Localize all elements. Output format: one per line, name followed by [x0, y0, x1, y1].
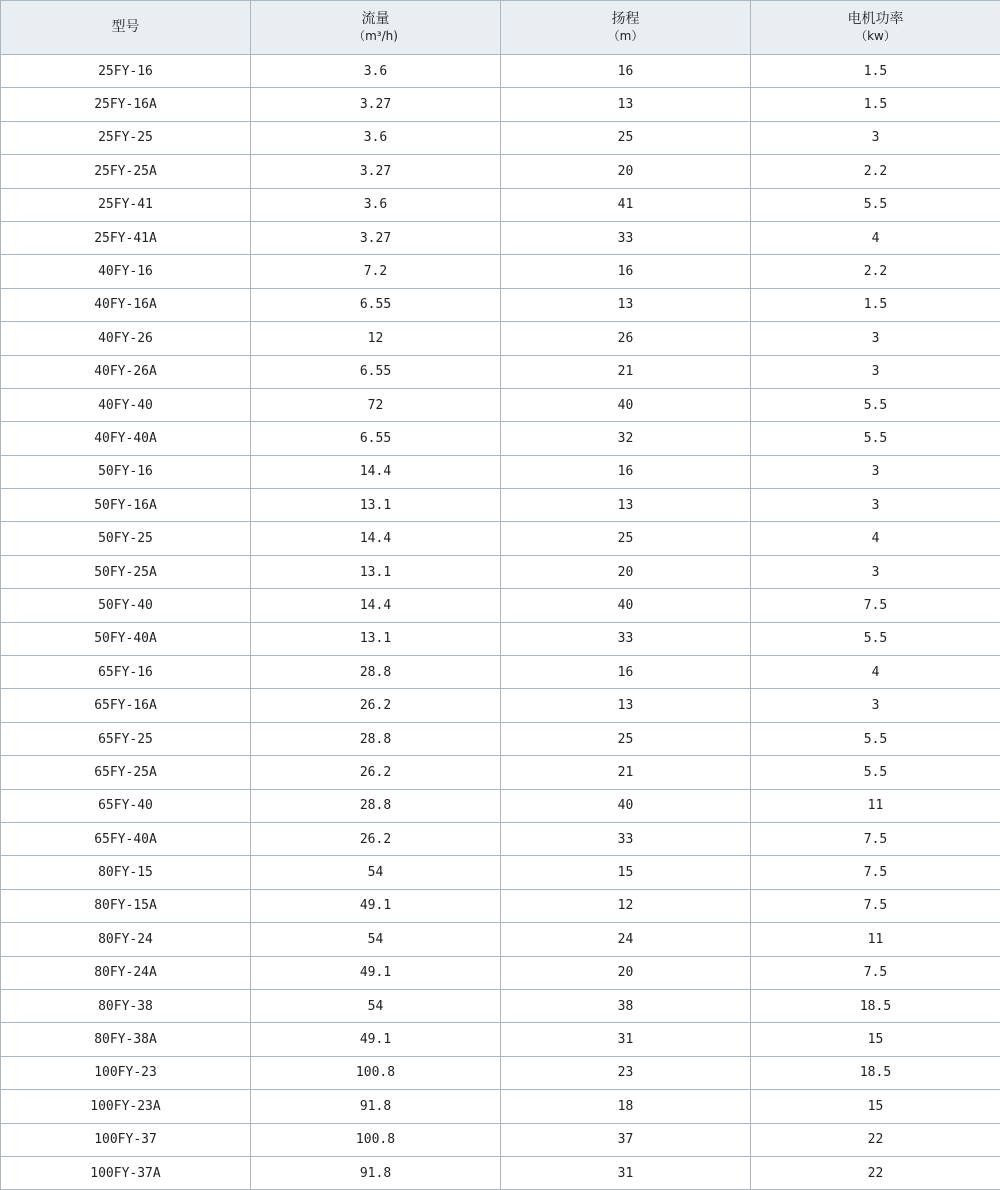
cell-model: 40FY-40A — [1, 422, 251, 455]
table-row — [1, 722, 1000, 755]
cell-head: 38 — [501, 989, 751, 1022]
cell-motor-power: 3 — [751, 355, 1000, 388]
cell-model: 80FY-24 — [1, 923, 251, 956]
cell-model: 80FY-38A — [1, 1023, 251, 1056]
cell-head: 18 — [501, 1090, 751, 1123]
header-head-label: 扬程 — [611, 10, 640, 27]
cell-motor-power: 5.5 — [751, 756, 1000, 789]
cell-motor-power: 11 — [751, 923, 1000, 956]
table-row — [1, 155, 1000, 188]
cell-head: 41 — [501, 188, 751, 221]
table-row — [1, 555, 1000, 588]
cell-flow: 14.4 — [251, 522, 501, 555]
cell-model: 65FY-16A — [1, 689, 251, 722]
cell-flow: 14.4 — [251, 589, 501, 622]
header-flow-label: 流量 — [361, 10, 390, 27]
cell-flow: 49.1 — [251, 1023, 501, 1056]
table-row — [1, 55, 1000, 88]
cell-model: 100FY-23 — [1, 1056, 251, 1089]
cell-head: 23 — [501, 1056, 751, 1089]
table-body — [1, 55, 1000, 1190]
cell-model: 50FY-40 — [1, 589, 251, 622]
cell-model: 65FY-25 — [1, 722, 251, 755]
cell-motor-power: 5.5 — [751, 722, 1000, 755]
cell-model: 100FY-37A — [1, 1156, 251, 1189]
cell-model: 50FY-16A — [1, 489, 251, 522]
table-row — [1, 689, 1000, 722]
cell-motor-power: 4 — [751, 522, 1000, 555]
cell-head: 40 — [501, 789, 751, 822]
cell-motor-power: 4 — [751, 656, 1000, 689]
cell-motor-power: 7.5 — [751, 889, 1000, 922]
cell-model: 50FY-16 — [1, 455, 251, 488]
cell-head: 40 — [501, 589, 751, 622]
cell-motor-power: 5.5 — [751, 188, 1000, 221]
table-row — [1, 822, 1000, 855]
cell-flow: 26.2 — [251, 689, 501, 722]
header-motor-power-label: 电机功率 — [847, 10, 904, 27]
cell-flow: 3.6 — [251, 55, 501, 88]
cell-model: 25FY-16A — [1, 88, 251, 121]
table-row — [1, 255, 1000, 288]
cell-head: 21 — [501, 756, 751, 789]
cell-model: 25FY-16 — [1, 55, 251, 88]
cell-model: 65FY-16 — [1, 656, 251, 689]
cell-flow: 3.27 — [251, 221, 501, 254]
cell-motor-power: 22 — [751, 1156, 1000, 1189]
table-row — [1, 355, 1000, 388]
cell-model: 65FY-40 — [1, 789, 251, 822]
cell-model: 40FY-16A — [1, 288, 251, 321]
header-head — [501, 1, 751, 55]
table-row — [1, 489, 1000, 522]
cell-head: 26 — [501, 322, 751, 355]
cell-motor-power: 3 — [751, 455, 1000, 488]
cell-model: 65FY-40A — [1, 822, 251, 855]
cell-head: 16 — [501, 255, 751, 288]
header-model-label: 型号 — [111, 19, 140, 35]
cell-motor-power: 1.5 — [751, 288, 1000, 321]
cell-motor-power: 3 — [751, 322, 1000, 355]
cell-flow: 13.1 — [251, 555, 501, 588]
cell-motor-power: 3 — [751, 121, 1000, 154]
cell-flow: 13.1 — [251, 622, 501, 655]
cell-motor-power: 7.5 — [751, 822, 1000, 855]
cell-flow: 6.55 — [251, 422, 501, 455]
cell-flow: 54 — [251, 923, 501, 956]
cell-motor-power: 3 — [751, 555, 1000, 588]
cell-head: 13 — [501, 689, 751, 722]
table-row — [1, 656, 1000, 689]
cell-flow: 6.55 — [251, 288, 501, 321]
cell-motor-power: 22 — [751, 1123, 1000, 1156]
cell-motor-power: 18.5 — [751, 1056, 1000, 1089]
cell-model: 50FY-40A — [1, 622, 251, 655]
cell-flow: 3.27 — [251, 88, 501, 121]
cell-motor-power: 3 — [751, 689, 1000, 722]
cell-motor-power: 5.5 — [751, 622, 1000, 655]
cell-head: 13 — [501, 489, 751, 522]
cell-motor-power: 1.5 — [751, 55, 1000, 88]
cell-head: 12 — [501, 889, 751, 922]
cell-motor-power: 2.2 — [751, 155, 1000, 188]
table-row — [1, 589, 1000, 622]
table-row — [1, 322, 1000, 355]
header-motor-power-unit: （kw） — [855, 28, 896, 43]
table-row — [1, 756, 1000, 789]
table-row — [1, 288, 1000, 321]
cell-head: 31 — [501, 1023, 751, 1056]
cell-head: 15 — [501, 856, 751, 889]
cell-motor-power: 15 — [751, 1090, 1000, 1123]
cell-flow: 26.2 — [251, 822, 501, 855]
cell-head: 20 — [501, 555, 751, 588]
cell-flow: 3.27 — [251, 155, 501, 188]
cell-motor-power: 1.5 — [751, 88, 1000, 121]
cell-head: 21 — [501, 355, 751, 388]
table-row — [1, 923, 1000, 956]
cell-flow: 49.1 — [251, 889, 501, 922]
table-row — [1, 789, 1000, 822]
cell-flow: 3.6 — [251, 121, 501, 154]
header-flow — [251, 1, 501, 55]
cell-model: 80FY-24A — [1, 956, 251, 989]
table-row — [1, 1056, 1000, 1089]
cell-model: 50FY-25 — [1, 522, 251, 555]
cell-model: 80FY-15 — [1, 856, 251, 889]
cell-model: 25FY-41A — [1, 221, 251, 254]
cell-flow: 54 — [251, 856, 501, 889]
cell-head: 16 — [501, 656, 751, 689]
table-header — [1, 1, 1000, 55]
cell-motor-power: 11 — [751, 789, 1000, 822]
cell-flow: 28.8 — [251, 656, 501, 689]
header-motor-power — [751, 1, 1000, 55]
cell-motor-power: 7.5 — [751, 956, 1000, 989]
cell-model: 40FY-26A — [1, 355, 251, 388]
cell-motor-power: 5.5 — [751, 388, 1000, 421]
cell-head: 13 — [501, 88, 751, 121]
cell-head: 33 — [501, 622, 751, 655]
table-row — [1, 1023, 1000, 1056]
cell-head: 16 — [501, 55, 751, 88]
header-flow-unit: （m³/h) — [353, 28, 398, 43]
cell-flow: 72 — [251, 388, 501, 421]
table-row — [1, 88, 1000, 121]
cell-head: 24 — [501, 923, 751, 956]
cell-flow: 28.8 — [251, 789, 501, 822]
table-row — [1, 422, 1000, 455]
cell-model: 25FY-25 — [1, 121, 251, 154]
cell-flow: 12 — [251, 322, 501, 355]
cell-motor-power: 18.5 — [751, 989, 1000, 1022]
cell-model: 40FY-40 — [1, 388, 251, 421]
cell-model: 25FY-25A — [1, 155, 251, 188]
cell-flow: 13.1 — [251, 489, 501, 522]
table-row — [1, 1156, 1000, 1189]
table-row — [1, 121, 1000, 154]
table-row — [1, 856, 1000, 889]
cell-head: 37 — [501, 1123, 751, 1156]
cell-head: 31 — [501, 1156, 751, 1189]
cell-motor-power: 7.5 — [751, 856, 1000, 889]
table-row — [1, 956, 1000, 989]
cell-head: 40 — [501, 388, 751, 421]
cell-flow: 54 — [251, 989, 501, 1022]
cell-head: 25 — [501, 722, 751, 755]
cell-flow: 7.2 — [251, 255, 501, 288]
table-row — [1, 989, 1000, 1022]
cell-head: 25 — [501, 522, 751, 555]
table-row — [1, 388, 1000, 421]
cell-flow: 91.8 — [251, 1156, 501, 1189]
cell-flow: 3.6 — [251, 188, 501, 221]
cell-model: 40FY-26 — [1, 322, 251, 355]
cell-head: 20 — [501, 956, 751, 989]
cell-head: 33 — [501, 822, 751, 855]
cell-flow: 26.2 — [251, 756, 501, 789]
cell-flow: 49.1 — [251, 956, 501, 989]
header-model — [1, 1, 251, 55]
cell-model: 40FY-16 — [1, 255, 251, 288]
cell-model: 100FY-37 — [1, 1123, 251, 1156]
table-row — [1, 188, 1000, 221]
cell-flow: 6.55 — [251, 355, 501, 388]
cell-flow: 28.8 — [251, 722, 501, 755]
table-row — [1, 889, 1000, 922]
cell-motor-power: 7.5 — [751, 589, 1000, 622]
cell-motor-power: 3 — [751, 489, 1000, 522]
table-row — [1, 522, 1000, 555]
table-row — [1, 1123, 1000, 1156]
cell-model: 65FY-25A — [1, 756, 251, 789]
cell-motor-power: 5.5 — [751, 422, 1000, 455]
header-row — [1, 1, 1000, 55]
cell-flow: 100.8 — [251, 1123, 501, 1156]
cell-motor-power: 15 — [751, 1023, 1000, 1056]
cell-head: 25 — [501, 121, 751, 154]
cell-flow: 91.8 — [251, 1090, 501, 1123]
cell-model: 80FY-38 — [1, 989, 251, 1022]
cell-model: 25FY-41 — [1, 188, 251, 221]
table-row — [1, 221, 1000, 254]
cell-model: 80FY-15A — [1, 889, 251, 922]
cell-head: 33 — [501, 221, 751, 254]
cell-model: 50FY-25A — [1, 555, 251, 588]
cell-head: 13 — [501, 288, 751, 321]
cell-motor-power: 4 — [751, 221, 1000, 254]
cell-head: 16 — [501, 455, 751, 488]
header-head-unit: （m） — [607, 28, 644, 43]
cell-flow: 14.4 — [251, 455, 501, 488]
table-row — [1, 622, 1000, 655]
cell-head: 20 — [501, 155, 751, 188]
cell-motor-power: 2.2 — [751, 255, 1000, 288]
cell-head: 32 — [501, 422, 751, 455]
cell-model: 100FY-23A — [1, 1090, 251, 1123]
table-row — [1, 1090, 1000, 1123]
cell-flow: 100.8 — [251, 1056, 501, 1089]
table-row — [1, 455, 1000, 488]
